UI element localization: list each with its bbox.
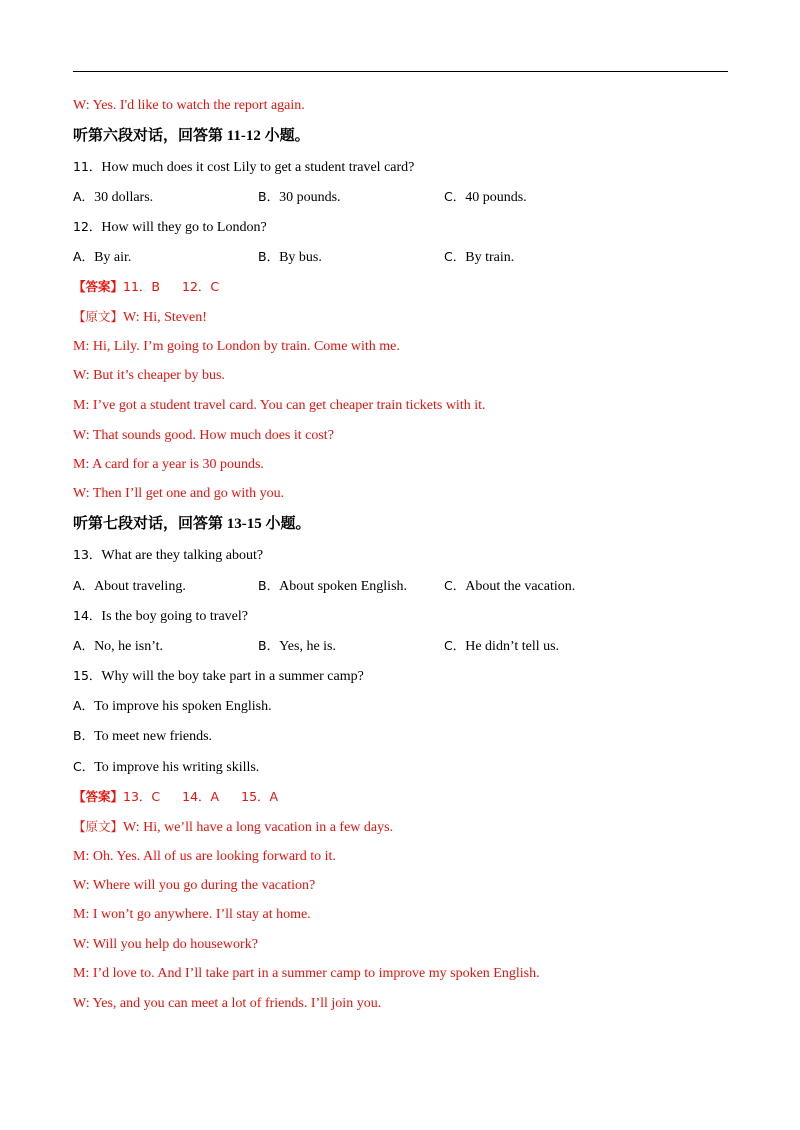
answer-value: 11．B: [123, 279, 160, 294]
question-number: 14．: [73, 608, 102, 623]
option-a: A．30 dollars.: [73, 189, 154, 205]
transcript-line: 【原文】W: Hi, we’ll have a long vacation in a few days.: [73, 819, 394, 835]
transcript-line: M: Hi, Lily. I’m going to London by train. Come with me.: [73, 339, 400, 354]
question-text: What are they talking about?: [101, 548, 264, 563]
option-a: A．About traveling.: [73, 578, 186, 594]
option-a: A．To improve his spoken English.: [73, 698, 272, 714]
option-b: B．By bus.: [258, 249, 322, 265]
option-c: C．40 pounds.: [444, 189, 527, 205]
section-heading: 听第六段对话，回答第 11-12 小题。: [73, 128, 310, 144]
option-c: C．About the vacation.: [444, 578, 576, 594]
header-rule: [73, 71, 728, 72]
option-a: A．No, he isn’t.: [73, 638, 164, 654]
option-b: B．Yes, he is.: [258, 638, 337, 654]
option-a: A．By air.: [73, 249, 132, 265]
answer-value: 13．C: [123, 789, 161, 804]
transcript-line: W: Then I’ll get one and go with you.: [73, 486, 285, 501]
question-text: Is the boy going to travel?: [101, 609, 248, 624]
question-number: 13．: [73, 547, 102, 562]
question-number: 15．: [73, 668, 102, 683]
answer-value: 15．A: [241, 789, 279, 804]
transcript-line: W: Yes. I'd like to watch the report again.: [73, 98, 305, 113]
transcript-line: W: But it’s cheaper by bus.: [73, 368, 225, 383]
transcript-line: W: That sounds good. How much does it cost?: [73, 428, 334, 443]
answer-value: 12．C: [182, 279, 220, 294]
option-b: B．About spoken English.: [258, 578, 408, 594]
question-13: [73, 546, 263, 565]
question-text: Why will the boy take part in a summer camp?: [101, 669, 364, 684]
answer-label: 【答案】: [73, 789, 124, 804]
transcript-line: M: A card for a year is 30 pounds.: [73, 457, 264, 472]
transcript-line: M: I’ve got a student travel card. You can get cheaper train tickets with it.: [73, 398, 486, 413]
answer-label: 【答案】: [73, 279, 124, 294]
transcript-line: W: Yes, and you can meet a lot of friends. I’ll join you.: [73, 996, 382, 1011]
transcript-line: M: I won’t go anywhere. I’ll stay at home.: [73, 907, 311, 922]
question-14: [73, 607, 248, 626]
question-text: How will they go to London?: [101, 220, 267, 235]
option-c: C．By train.: [444, 249, 515, 265]
section-heading: 听第七段对话，回答第 13-15 小题。: [73, 516, 311, 532]
question-15: [73, 667, 364, 686]
option-c: C．To improve his writing skills.: [73, 759, 260, 775]
option-c: C．He didn’t tell us.: [444, 638, 560, 654]
answer-line: [73, 278, 219, 297]
transcript-line: M: I’d love to. And I’ll take part in a summer camp to improve my spoken English.: [73, 966, 540, 981]
transcript-label: 【原文】: [73, 309, 124, 324]
question-number: 11．: [73, 159, 102, 174]
transcript-line: M: Oh. Yes. All of us are looking forward to it.: [73, 849, 336, 864]
answer-line: [73, 788, 278, 807]
transcript-label: 【原文】: [73, 819, 124, 834]
transcript-line: W: Will you help do housework?: [73, 937, 258, 952]
question-text: How much does it cost Lily to get a student travel card?: [101, 160, 415, 175]
option-b: B．To meet new friends.: [73, 728, 213, 744]
answer-value: 14．A: [182, 789, 220, 804]
question-number: 12．: [73, 219, 102, 234]
transcript-line: 【原文】W: Hi, Steven!: [73, 309, 207, 325]
question-12: [73, 218, 267, 237]
option-b: B．30 pounds.: [258, 189, 341, 205]
question-11: [73, 158, 414, 177]
transcript-line: W: Where will you go during the vacation?: [73, 878, 316, 893]
